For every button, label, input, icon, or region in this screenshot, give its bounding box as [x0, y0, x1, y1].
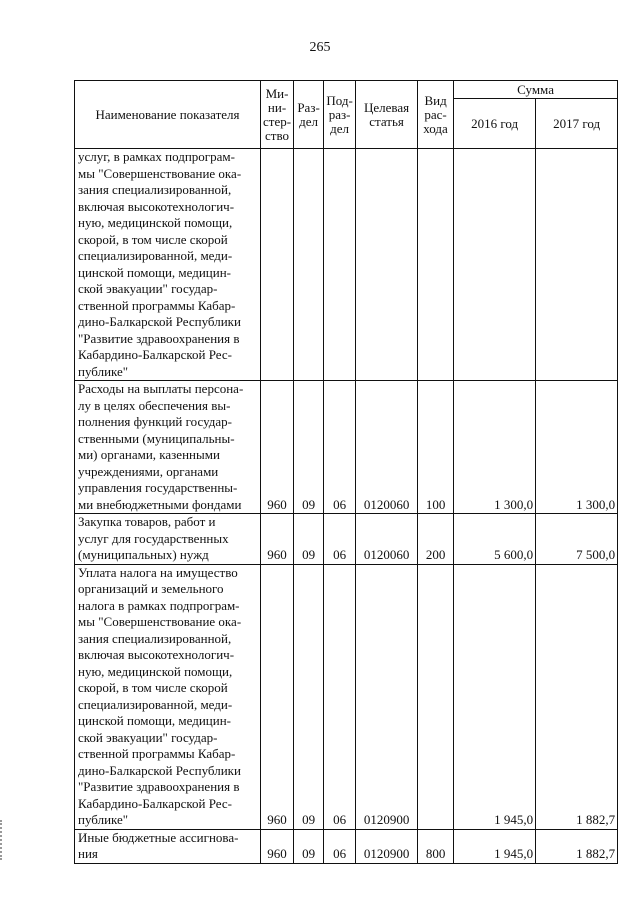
row-ministry: 960 [261, 514, 294, 565]
row-name: Расходы на выплаты персона- лу в целях обеспечения вы- полнения функций государ- ственными (муниципальны- ми) органами, казенными учреждениями, органами управления государственны- ми внебюджетными фондами [75, 381, 261, 514]
header-subsection: Под- раз- дел [324, 81, 356, 149]
row-section: 09 [294, 564, 324, 829]
row-subsection: 06 [324, 381, 356, 514]
row-section: 09 [294, 514, 324, 565]
row-name: услуг, в рамках подпрограм- мы "Совершенствование ока- зания специализированной, включая высокотехнологич- ную, медицинской помощи, скорой, в том числе скорой специализированной, меди- цинской помощи, медицин- ской эвакуации" государ- ственной программы Кабар- дино-Балкарской Республики "Развитие здравоохранения в Кабардино-Балкарской Рес- публике" [75, 149, 261, 381]
row-2016 [454, 149, 536, 381]
table-row [75, 149, 618, 381]
row-expense-type: 800 [418, 829, 454, 863]
header-year-2016: 2016 год [454, 99, 536, 149]
row-2016: 5 600,0 [454, 514, 536, 565]
row-ministry: 960 [261, 381, 294, 514]
row-2017: 1 882,7 [536, 829, 618, 863]
page-number: 265 [309, 40, 331, 55]
row-target: 0120060 [356, 514, 418, 565]
row-subsection: 06 [324, 829, 356, 863]
header-sum: Сумма [454, 81, 618, 99]
row-target: 0120900 [356, 564, 418, 829]
header-target: Целевая статья [356, 81, 418, 149]
budget-table [74, 80, 618, 864]
row-section: 09 [294, 381, 324, 514]
header-year-2017: 2017 год [536, 99, 618, 149]
row-2017: 7 500,0 [536, 514, 618, 565]
row-section [294, 149, 324, 381]
header-name: Наименование показателя [75, 81, 261, 149]
row-2016: 1 945,0 [454, 829, 536, 863]
row-expense-type [418, 149, 454, 381]
row-2016: 1 945,0 [454, 564, 536, 829]
table-row [75, 829, 618, 863]
scan-margin-mark [0, 820, 6, 860]
row-2017: 1 882,7 [536, 564, 618, 829]
header-ministry: Ми- ни- стер- ство [261, 81, 294, 149]
row-expense-type: 100 [418, 381, 454, 514]
row-target: 0120060 [356, 381, 418, 514]
row-name: Уплата налога на имущество организаций и земельного налога в рамках подпрограм- мы "Совершенствование ока- зания специализированной, включая высокотехнологич- ную, медицинской помощи, скорой, в том числе скорой специализированной, меди- цинской помощи, медицин- ской эвакуации" государ- ственной программы Кабар- дино-Балкарской Республики "Развитие здравоохранения в Кабардино-Балкарской Рес- публике" [75, 564, 261, 829]
table-row [75, 381, 618, 514]
row-ministry: 960 [261, 829, 294, 863]
row-ministry: 960 [261, 564, 294, 829]
row-ministry [261, 149, 294, 381]
row-target [356, 149, 418, 381]
row-2017 [536, 149, 618, 381]
header-section: Раз- дел [294, 81, 324, 149]
row-subsection [324, 149, 356, 381]
table-row [75, 514, 618, 565]
row-name: Иные бюджетные ассигнова- ния [75, 829, 261, 863]
row-subsection: 06 [324, 514, 356, 565]
header-expense-type: Вид рас- хода [418, 81, 454, 149]
row-expense-type [418, 564, 454, 829]
row-expense-type: 200 [418, 514, 454, 565]
table-row [75, 564, 618, 829]
row-2016: 1 300,0 [454, 381, 536, 514]
row-target: 0120900 [356, 829, 418, 863]
row-2017: 1 300,0 [536, 381, 618, 514]
row-name: Закупка товаров, работ и услуг для государственных (муниципальных) нужд [75, 514, 261, 565]
row-subsection: 06 [324, 564, 356, 829]
row-section: 09 [294, 829, 324, 863]
